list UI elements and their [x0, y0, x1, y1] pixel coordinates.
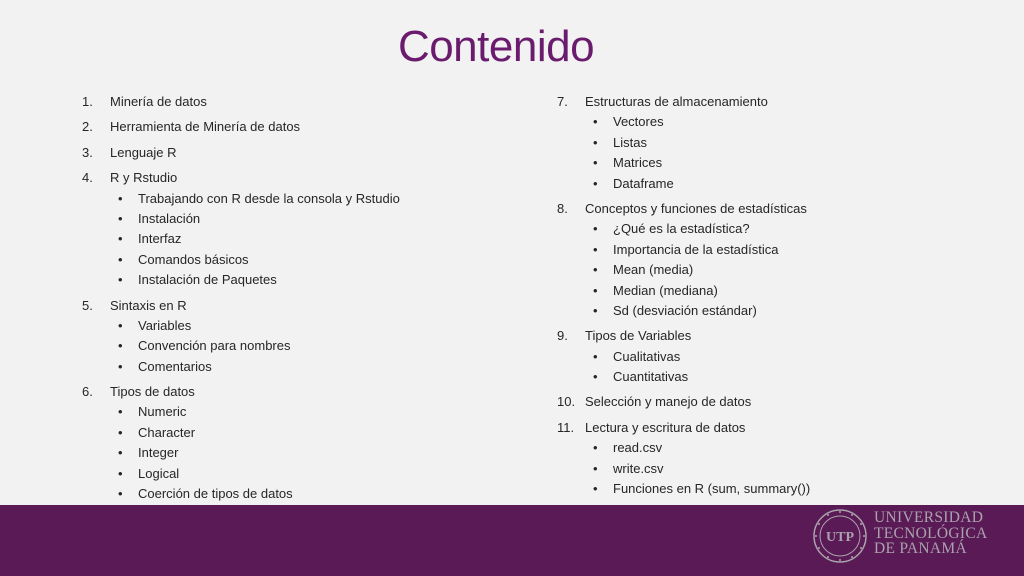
- sub-item: [557, 174, 997, 194]
- bullet-icon: •: [593, 262, 598, 278]
- sub-item: [82, 357, 502, 377]
- sub-item-text: Matrices: [613, 155, 663, 171]
- sub-item: [557, 301, 997, 321]
- sub-item: [557, 367, 997, 387]
- item-number: 11.: [557, 419, 575, 435]
- sub-item-text: Logical: [138, 465, 180, 481]
- sub-item-text: ¿Qué es la estadística?: [613, 221, 750, 237]
- bullet-icon: •: [118, 424, 123, 440]
- item-text: Lenguaje R: [110, 144, 177, 160]
- sub-item-text: Cuantitativas: [613, 369, 689, 385]
- sub-item-text: Convención para nombres: [138, 338, 291, 354]
- sub-item: [557, 112, 997, 132]
- bullet-icon: •: [593, 134, 598, 150]
- logo-line-3: DE PANAMÁ: [874, 540, 967, 557]
- outline-heading: [82, 296, 502, 316]
- sub-item: [557, 260, 997, 280]
- bullet-icon: •: [593, 302, 598, 318]
- sub-item-text: Instalación: [138, 210, 201, 226]
- svg-text:UTP: UTP: [826, 530, 854, 545]
- sub-item: [82, 484, 502, 504]
- sub-item-text: Coerción de tipos de datos: [138, 486, 293, 502]
- outline-heading: [557, 92, 997, 112]
- right-content-list: [557, 92, 997, 499]
- sub-item-text: write.csv: [613, 460, 664, 476]
- logo-line-2: TECNOLÓGICA: [874, 524, 988, 542]
- bullet-icon: •: [118, 231, 123, 247]
- sub-item-text: Importancia de la estadística: [613, 241, 779, 257]
- bullet-icon: •: [593, 481, 598, 497]
- left-content-list: [82, 92, 502, 504]
- logo-line-1: UNIVERSIDAD: [874, 509, 984, 526]
- outline-item: [82, 382, 502, 504]
- utp-logo: [808, 507, 1008, 567]
- bullet-icon: •: [118, 358, 123, 374]
- bullet-icon: •: [118, 317, 123, 333]
- item-text: R y Rstudio: [110, 170, 178, 186]
- sub-item: [82, 423, 502, 443]
- sub-item-text: Comandos básicos: [138, 251, 249, 267]
- item-number: 2.: [82, 119, 93, 135]
- item-number: 6.: [82, 384, 93, 400]
- bullet-icon: •: [118, 404, 123, 420]
- sub-item-text: Numeric: [138, 404, 187, 420]
- item-text: Minería de datos: [110, 94, 207, 109]
- sub-item: [557, 240, 997, 260]
- outline-heading: [82, 168, 502, 188]
- sub-item: [557, 438, 997, 458]
- seal-icon: [812, 508, 868, 564]
- bullet-icon: •: [118, 445, 123, 461]
- bullet-icon: •: [118, 251, 123, 267]
- item-text: Herramienta de Minería de datos: [110, 119, 301, 135]
- outline-item: [557, 199, 997, 321]
- bullet-icon: •: [593, 175, 598, 191]
- item-text: Lectura y escritura de datos: [585, 419, 746, 435]
- item-text: Estructuras de almacenamiento: [585, 94, 768, 109]
- bullet-icon: •: [593, 348, 598, 364]
- university-name: [874, 510, 988, 557]
- sub-item: [557, 219, 997, 239]
- sub-item-text: Mean (media): [613, 262, 694, 278]
- sub-item: [82, 209, 502, 229]
- item-text: Conceptos y funciones de estadísticas: [585, 200, 807, 216]
- item-number: 5.: [82, 297, 93, 313]
- sub-item: [557, 479, 997, 499]
- sub-item-text: Listas: [613, 134, 647, 150]
- item-text: Tipos de Variables: [585, 328, 692, 344]
- bullet-icon: •: [593, 282, 598, 298]
- item-number: 7.: [557, 94, 568, 109]
- sub-item-text: Instalación de Paquetes: [138, 272, 277, 288]
- outline-heading: [82, 143, 502, 163]
- sub-item: [82, 270, 502, 290]
- sub-item: [82, 229, 502, 249]
- sub-item: [82, 464, 502, 484]
- outline-heading: [557, 418, 997, 438]
- outline-heading: [82, 382, 502, 402]
- item-number: 8.: [557, 200, 568, 216]
- outline-heading: [557, 392, 997, 412]
- outline-heading: [82, 92, 502, 112]
- outline-item: [557, 92, 997, 194]
- sub-item: [557, 347, 997, 367]
- bullet-icon: •: [593, 114, 598, 130]
- sub-item: [82, 336, 502, 356]
- bullet-icon: •: [118, 338, 123, 354]
- sub-item: [82, 402, 502, 422]
- sub-item-text: Vectores: [613, 114, 664, 130]
- outline-heading: [557, 326, 997, 346]
- sub-item-text: Cualitativas: [613, 348, 681, 364]
- item-number: 3.: [82, 144, 93, 160]
- item-text: Selección y manejo de datos: [585, 394, 752, 410]
- sub-item-text: Comentarios: [138, 358, 212, 374]
- sub-item: [557, 153, 997, 173]
- item-number: 4.: [82, 170, 93, 186]
- bullet-icon: •: [593, 460, 598, 476]
- outline-item: [82, 296, 502, 378]
- sub-item-text: Integer: [138, 445, 179, 461]
- sub-item: [82, 250, 502, 270]
- bullet-icon: •: [118, 272, 123, 288]
- sub-item-text: Trabajando con R desde la consola y Rstudio: [138, 190, 400, 206]
- bullet-icon: •: [118, 210, 123, 226]
- sub-item-text: Interfaz: [138, 231, 182, 247]
- bullet-icon: •: [593, 155, 598, 171]
- bullet-icon: •: [118, 190, 123, 206]
- bullet-icon: •: [593, 241, 598, 257]
- bullet-icon: •: [118, 486, 123, 502]
- bullet-icon: •: [118, 465, 123, 481]
- item-text: Tipos de datos: [110, 384, 195, 400]
- item-number: 9.: [557, 328, 568, 344]
- sub-item-text: Dataframe: [613, 175, 674, 191]
- sub-item: [557, 459, 997, 479]
- sub-item: [557, 133, 997, 153]
- slide-title: Contenido: [397, 22, 595, 71]
- item-number: 10.: [557, 394, 576, 410]
- outline-item: [557, 326, 997, 387]
- sub-item-text: Sd (desviación estándar): [613, 302, 757, 318]
- bullet-icon: •: [593, 369, 598, 385]
- sub-item-text: read.csv: [613, 440, 663, 456]
- item-text: Sintaxis en R: [110, 297, 187, 313]
- sub-item: [82, 316, 502, 336]
- sub-item: [557, 281, 997, 301]
- outline-item: [82, 168, 502, 290]
- outline-heading: [557, 199, 997, 219]
- sub-item-text: Funciones en R (sum, summary()): [613, 481, 811, 497]
- item-number: 1.: [82, 94, 93, 109]
- outline-item: [557, 418, 997, 500]
- sub-item-text: Median (mediana): [613, 282, 718, 298]
- outline-item: [82, 143, 502, 163]
- outline-item: [82, 92, 502, 112]
- sub-item: [82, 189, 502, 209]
- sub-item-text: Variables: [138, 317, 192, 333]
- sub-item: [82, 443, 502, 463]
- bullet-icon: •: [593, 221, 598, 237]
- outline-heading: [82, 117, 502, 137]
- sub-item-text: Character: [138, 424, 196, 440]
- bullet-icon: •: [593, 440, 598, 456]
- outline-item: [82, 117, 502, 137]
- outline-item: [557, 392, 997, 412]
